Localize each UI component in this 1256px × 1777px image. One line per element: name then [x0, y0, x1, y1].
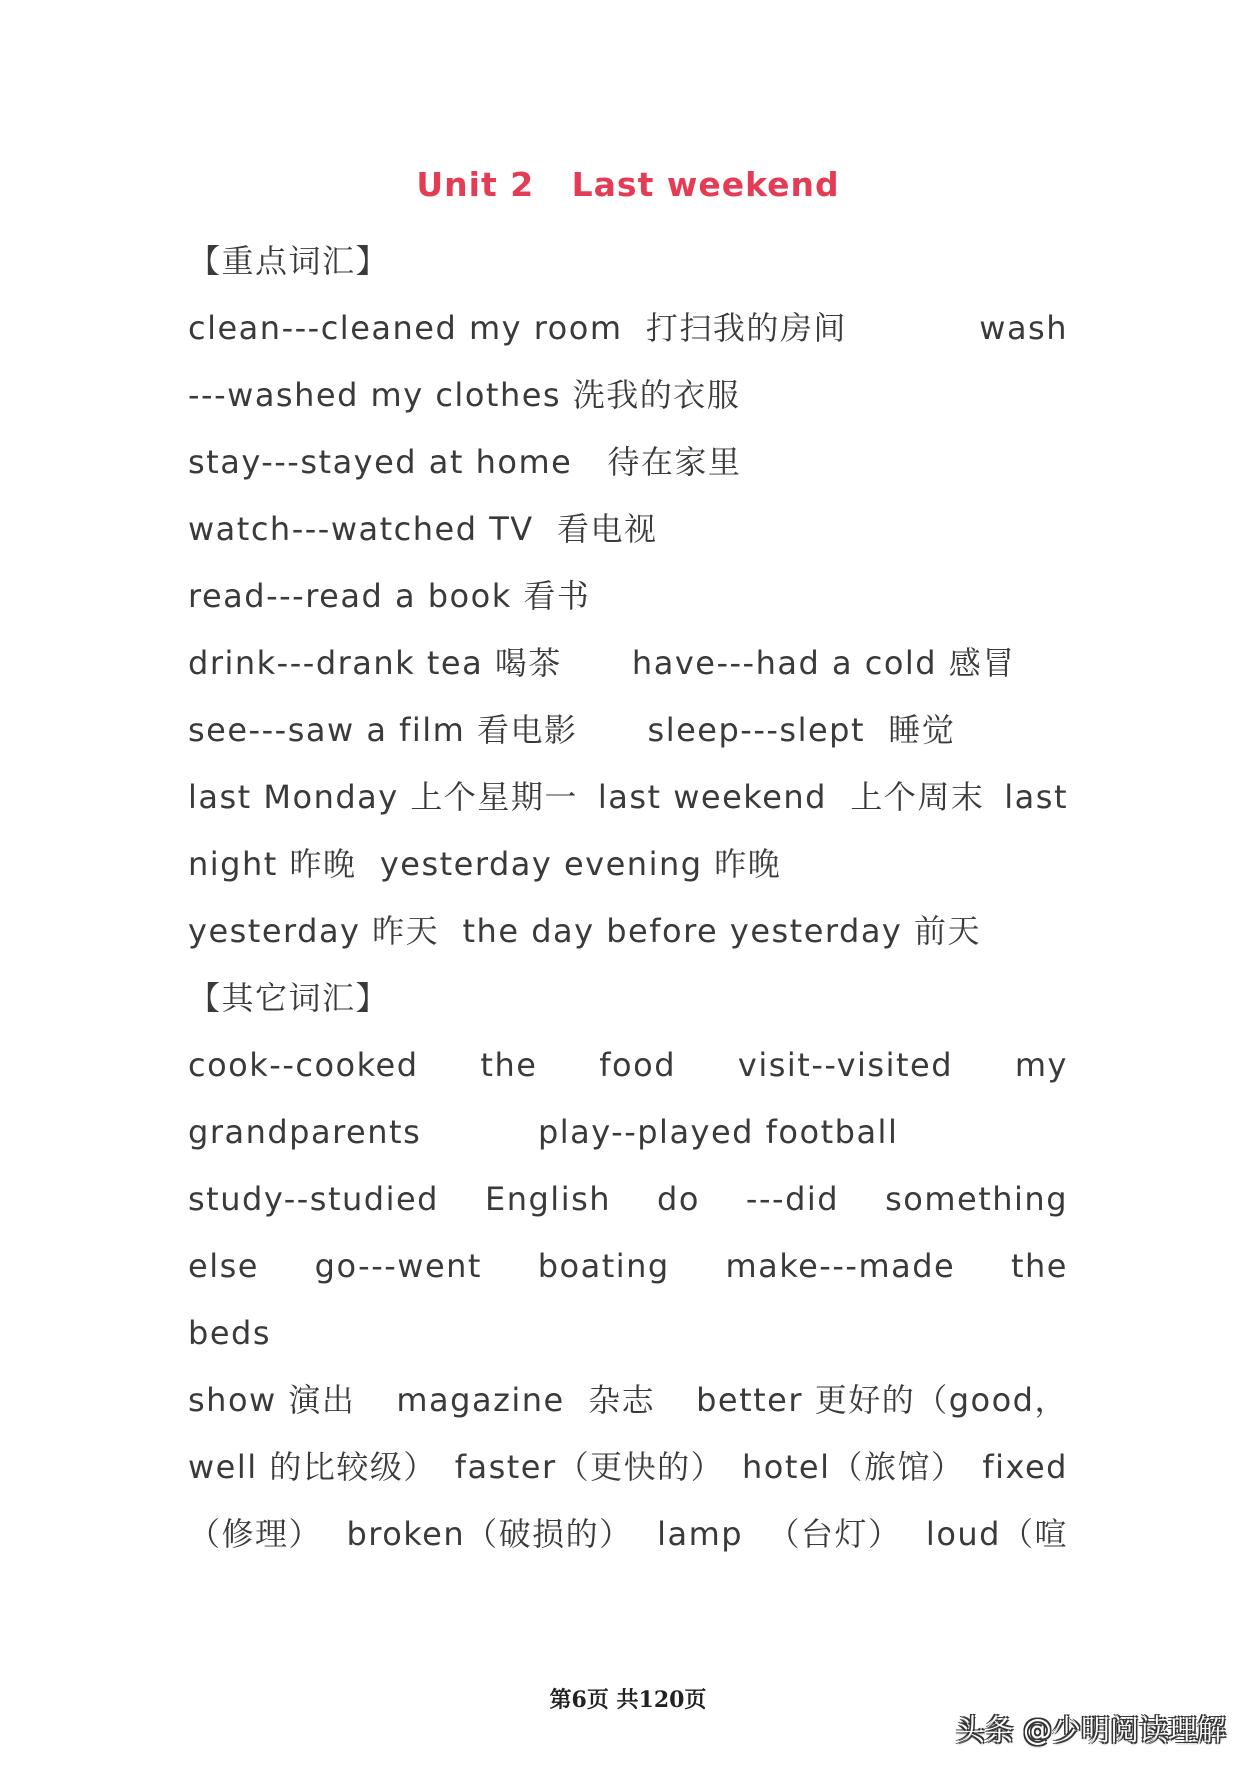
vocab-line [188, 370, 1068, 437]
vocab-segment: faster（更快的） [454, 1448, 725, 1486]
vocab-segment: boating [537, 1247, 670, 1285]
vocab-segment: better 更好的（good， [696, 1381, 1068, 1419]
vocab-line [188, 1107, 1068, 1174]
vocab-line [188, 571, 1068, 638]
watermark: 头条 @少明阅读理解 [955, 1713, 1226, 1747]
vocab-segment: make---made [725, 1247, 956, 1285]
vocab-segment: English [484, 1180, 612, 1218]
vocab-segment: ---washed my clothes 洗我的衣服 [188, 376, 741, 414]
vocab-line [188, 638, 1068, 705]
vocab-line [188, 906, 1068, 973]
vocab-line [188, 1308, 1068, 1375]
section-heading-other-vocab: 【其它词汇】 [188, 979, 390, 1017]
section-heading-key-vocab: 【重点词汇】 [188, 242, 390, 280]
key-vocab-lines [188, 303, 1068, 973]
vocab-segment: well 的比较级） [188, 1448, 437, 1486]
vocab-segment: （修理） [188, 1515, 323, 1553]
vocab-line [188, 772, 1068, 839]
vocab-segment: broken（破损的） [346, 1515, 633, 1553]
page-number: 第6页 共120页 [549, 1687, 707, 1713]
vocab-segment: study--studied [188, 1180, 439, 1218]
vocab-segment: ---did [745, 1180, 840, 1218]
vocab-segment: clean---cleaned my room 打扫我的房间 [188, 309, 847, 347]
vocab-segment: see---saw a film 看电影 sleep---slept 睡觉 [188, 711, 956, 749]
document-body [188, 236, 1068, 1576]
vocab-segment: yesterday 昨天 the day before yesterday 前天 [188, 912, 982, 950]
vocab-segment: the [1010, 1247, 1068, 1285]
vocab-segment: drink---drank tea 喝茶 have---had a cold 感冒 [188, 644, 1016, 682]
vocab-segment: go---went [314, 1247, 482, 1285]
vocab-line [188, 1509, 1068, 1576]
vocab-segment: else [188, 1247, 259, 1285]
vocab-line [188, 437, 1068, 504]
vocab-segment: last Monday 上个星期一 [188, 778, 578, 816]
vocab-segment: my [1014, 1046, 1068, 1084]
vocab-line [188, 839, 1068, 906]
vocab-segment: cook--cooked [188, 1046, 419, 1084]
vocab-segment: magazine 杂志 [396, 1381, 656, 1419]
vocab-line [188, 1442, 1068, 1509]
vocab-segment: beds [188, 1314, 271, 1352]
vocab-segment: （台灯） [767, 1515, 902, 1553]
vocab-segment: last weekend 上个周末 [597, 778, 985, 816]
vocab-segment: the [480, 1046, 538, 1084]
vocab-segment: lamp [657, 1515, 744, 1553]
vocab-segment: read---read a book 看书 [188, 577, 591, 615]
vocab-segment: do [657, 1180, 700, 1218]
vocab-line [188, 1375, 1068, 1442]
vocab-segment: something [885, 1180, 1068, 1218]
vocab-segment: loud（喧 [925, 1515, 1068, 1553]
vocab-segment: wash [979, 309, 1068, 347]
vocab-segment: night 昨晚 yesterday evening 昨晚 [188, 845, 782, 883]
vocab-segment: food [599, 1046, 677, 1084]
vocab-segment: last [1004, 778, 1068, 816]
vocab-line [188, 1174, 1068, 1241]
vocab-segment: grandparents play--played football [188, 1113, 899, 1151]
vocab-line [188, 303, 1068, 370]
vocab-segment: watch---watched TV 看电视 [188, 510, 658, 548]
vocab-line [188, 1241, 1068, 1308]
vocab-segment: hotel（旅馆） [742, 1448, 965, 1486]
vocab-line [188, 504, 1068, 571]
vocab-segment: stay---stayed at home 待在家里 [188, 443, 742, 481]
vocab-segment: visit--visited [737, 1046, 953, 1084]
vocab-line [188, 705, 1068, 772]
other-vocab-lines [188, 1040, 1068, 1576]
vocab-segment: show 演出 [188, 1381, 356, 1419]
page-title: Unit 2 Last weekend [416, 165, 840, 204]
vocab-line [188, 1040, 1068, 1107]
vocab-segment: fixed [982, 1448, 1068, 1486]
